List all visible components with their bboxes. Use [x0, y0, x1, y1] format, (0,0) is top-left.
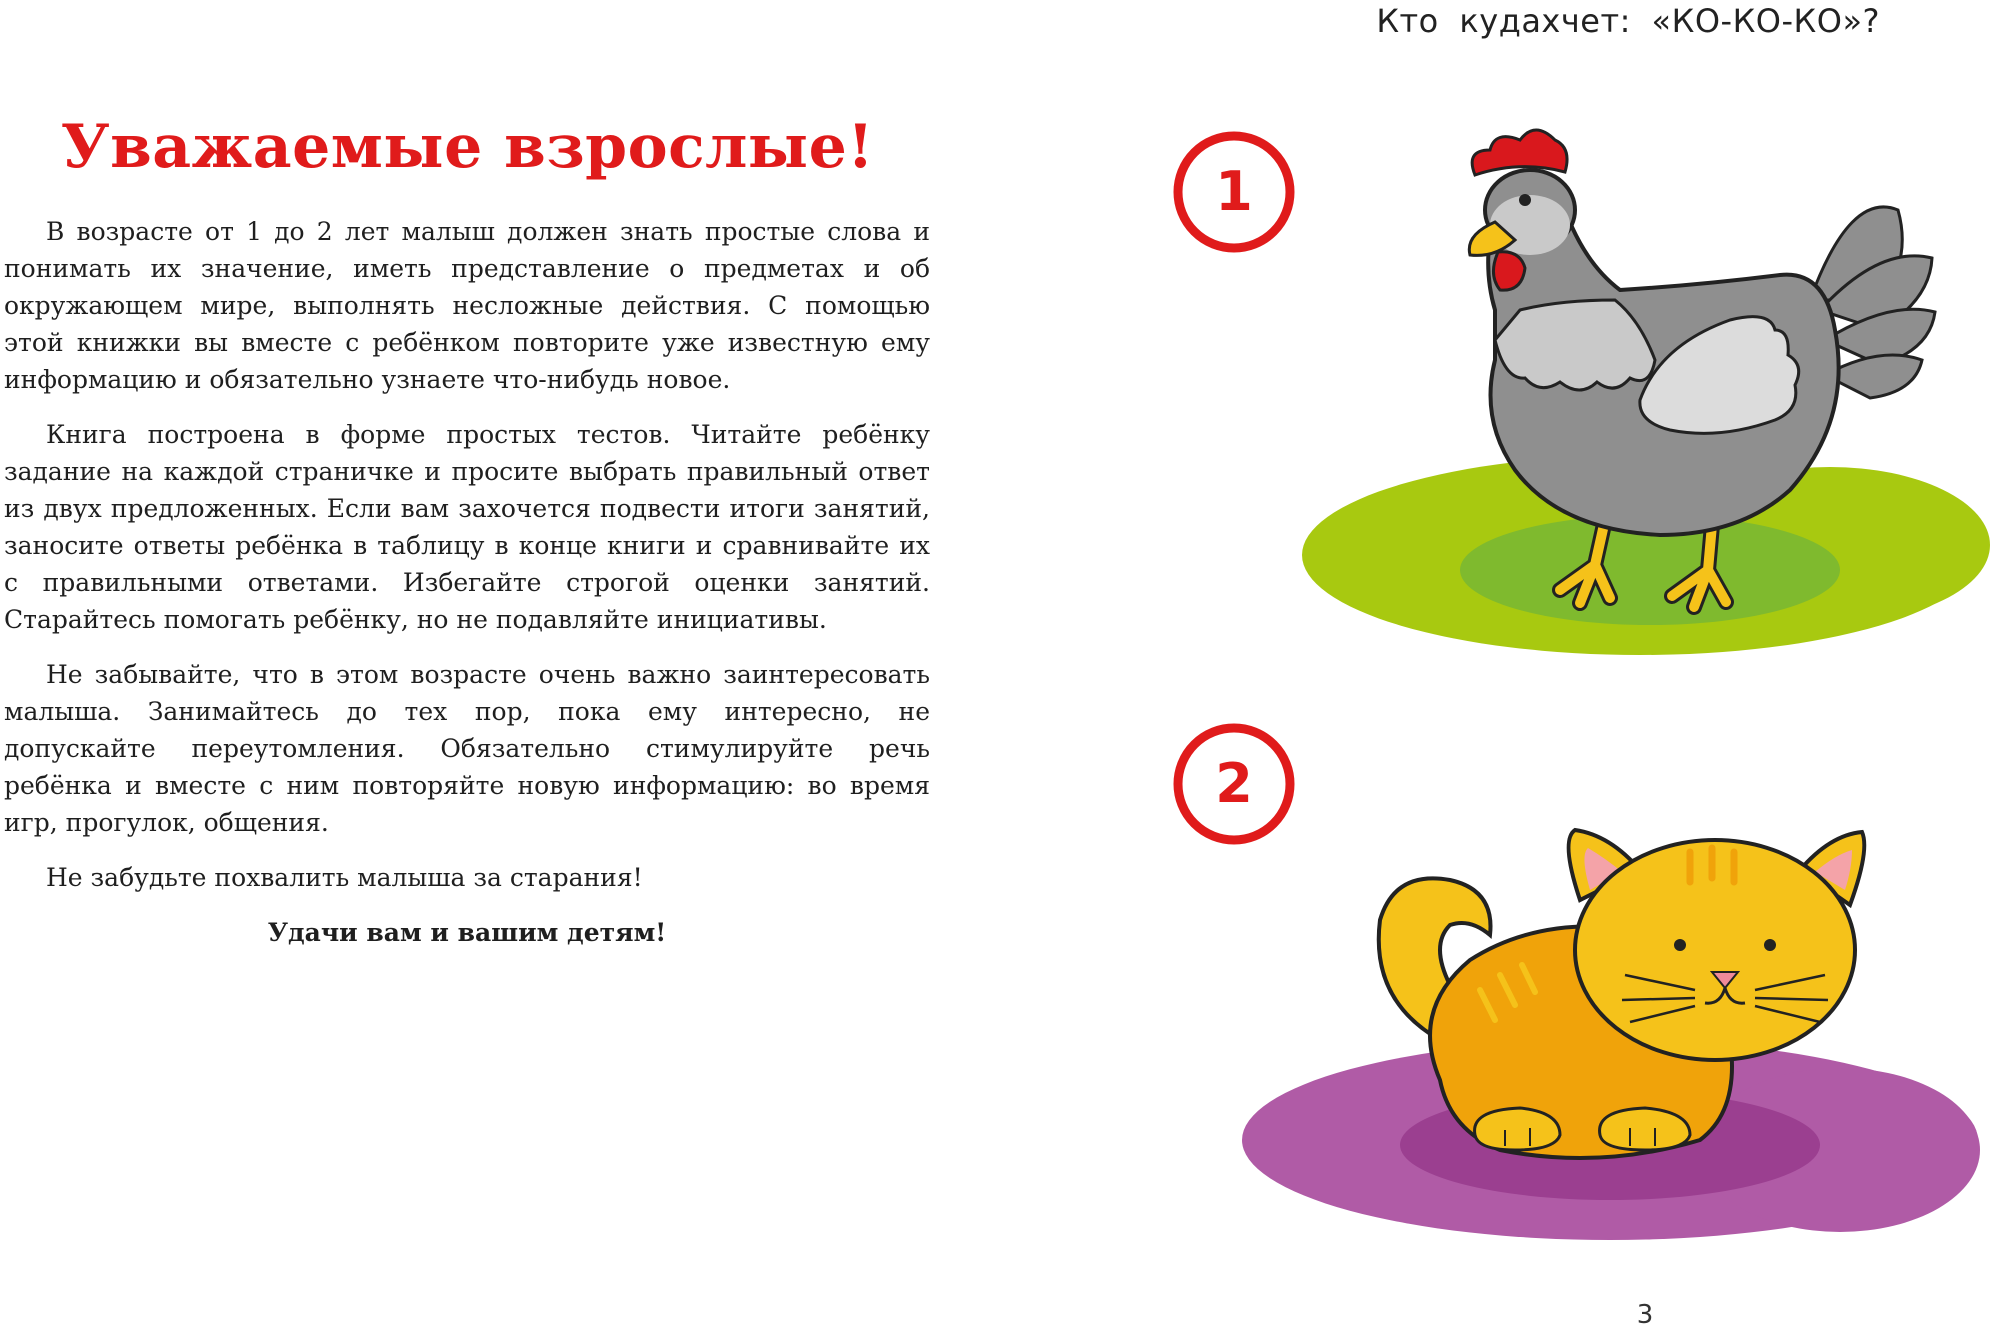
answer-option-2[interactable] [1170, 720, 2000, 1260]
option-number-1: 1 [1215, 160, 1253, 223]
intro-body [4, 213, 930, 951]
intro-paragraph-1: В возрасте от 1 до 2 лет малыш должен знать простые слова и понимать их значение, иметь представление о предметах и об окружающем мире, выполнять несложные действия. С помощью этой книжки вы вместе с ребёнком повторите уже известную ему информацию и обязательно узнаете что-нибудь новое. [4, 217, 930, 394]
intro-page [0, 0, 935, 1328]
intro-paragraph-2: Книга построена в форме простых тестов. Читайте ребёнку задание на каждой страничке и просите выбрать правильный ответ из двух предложенных. Если вам захочется подвести итоги занятий, заносите ответы ребёнка в таблицу в конце книги и сравнивайте их с правильными ответами. Избегайте строгой оценки занятий. Старайтесь помогать ребёнку, но не подавляйте инициативы. [4, 420, 930, 634]
intro-paragraph-3: Не забывайте, что в этом возрасте очень важно заинтересовать малыша. Занимайтесь до тех пор, пока ему интересно, не допускайте переутомления. Обязательно стимулируйте речь ребёнка и вместе с ним повторяйте новую информацию: во время игр, прогулок, общения. [4, 660, 930, 837]
intro-paragraph-4: Не забудьте похвалить малыша за старания! [46, 863, 643, 892]
page-number: 3 [1636, 1300, 1654, 1330]
answer-option-1[interactable] [1170, 128, 2000, 688]
intro-title: Уважаемые взрослые! [60, 112, 875, 182]
hen-illustration [1270, 128, 2000, 688]
cat-illustration [1230, 720, 2000, 1260]
option-number-2: 2 [1215, 752, 1253, 815]
intro-closing: Удачи вам и вашим детям! [267, 918, 667, 947]
page-header-question: Кто кудахчет: «КО-КО-КО»? [1376, 2, 1880, 40]
